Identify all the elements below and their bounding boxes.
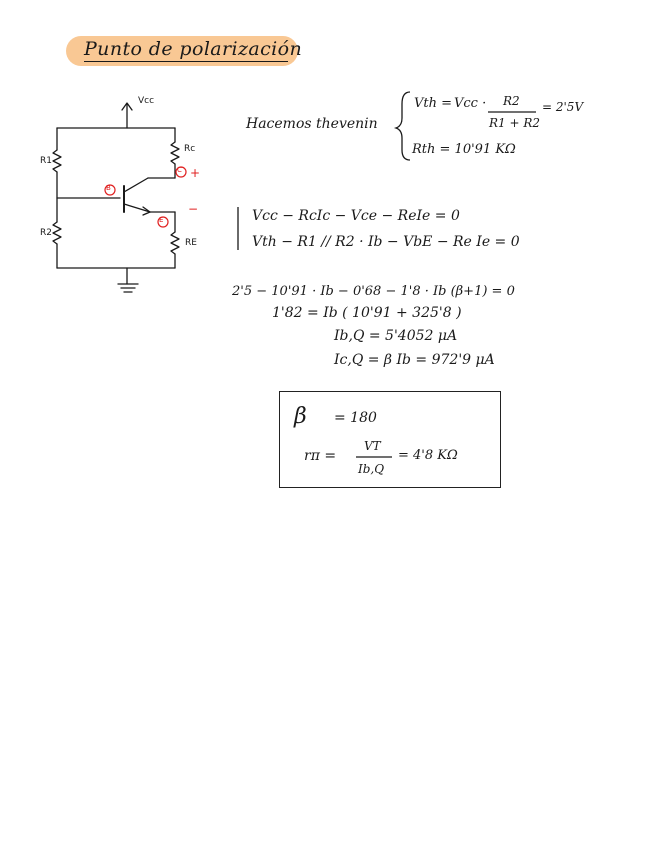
beta-symbol: β [294,404,307,429]
vth-result: = 2'5V [542,100,584,114]
beta-value: = 180 [334,410,377,426]
rpi-lhs: rπ = [304,448,337,464]
emitter-node-label: E [159,216,164,224]
r2-resistor [53,222,61,244]
calc-line-1: 2'5 − 10'91 · Ib − 0'68 − 1'8 · Ib (β+1) = 0 [232,284,515,299]
page-title: Punto de polarización [84,38,303,60]
rpi-denominator: Ib,Q [358,462,385,476]
vth-lhs: Vth = [414,96,453,111]
re-resistor [171,232,179,254]
r1-resistor [53,150,61,172]
kvl-line-2: Vth − R1 // R2 · Ib − VbE − Re Ie = 0 [252,234,520,250]
collector-node-label: C [177,166,182,174]
rc-label: Rc [184,144,196,154]
rc-resistor [171,142,179,164]
r1-label: R1 [40,156,52,166]
plus-sign: + [190,166,201,180]
base-node-label: B [106,184,111,192]
rpi-result: = 4'8 KΩ [398,448,458,463]
calc-line-4: Ic,Q = β Ib = 972'9 μA [334,352,495,368]
result-box [279,391,501,488]
minus-sign: − [188,202,199,216]
rpi-numerator: VT [364,439,381,453]
calc-line-3: Ib,Q = 5'4052 μA [334,328,458,344]
thevenin-intro: Hacemos thevenin [246,116,378,132]
vcc-label: Vcc [138,96,155,106]
vth-factor: Vcc · [454,96,487,111]
thevenin-brace [396,92,410,160]
re-label: RE [185,238,197,248]
vth-numerator: R2 [503,94,520,108]
r2-label: R2 [40,228,52,238]
rth-equation: Rth = 10'91 KΩ [412,142,516,157]
kvl-line-1: Vcc − RcIc − Vce − ReIe = 0 [252,208,460,224]
calc-line-2: 1'82 = Ib ( 10'91 + 325'8 ) [272,305,462,321]
vth-denominator: R1 + R2 [489,116,541,130]
